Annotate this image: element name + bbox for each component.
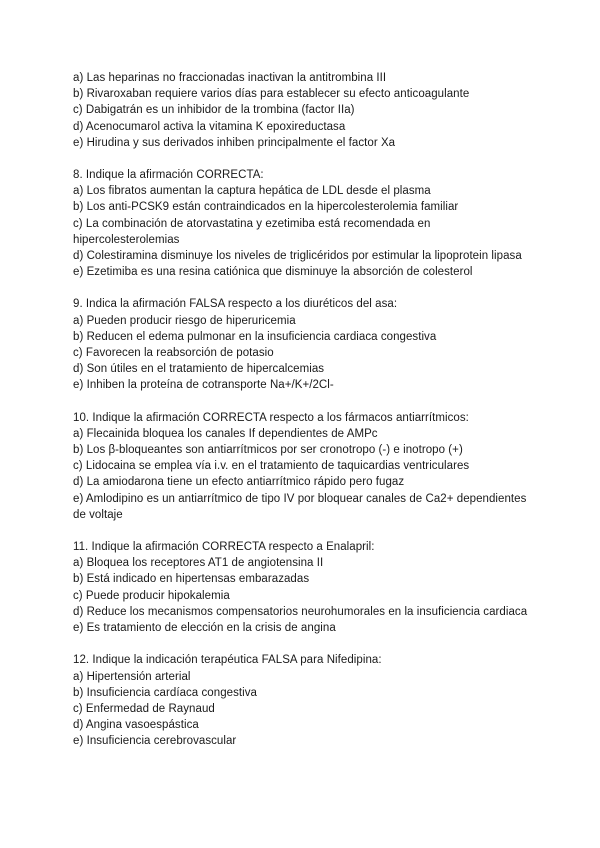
option-c: c) Enfermedad de Raynaud bbox=[73, 702, 215, 715]
option-e: e) Ezetimiba es una resina catiónica que disminuye la absorción de colesterol bbox=[73, 266, 473, 279]
option-c: c) Lidocaina se emplea vía i.v. en el tratamiento de taquicardias ventriculares bbox=[73, 460, 470, 473]
question-10 bbox=[73, 410, 533, 523]
option-a: a) Las heparinas no fraccionadas inactivan la antitrombina III bbox=[73, 72, 387, 84]
question-7-continued bbox=[73, 70, 533, 151]
option-b: b) Reducen el edema pulmonar en la insuficiencia cardiaca congestiva bbox=[73, 330, 437, 343]
option-a: a) Los fibratos aumentan la captura hepática de LDL desde el plasma bbox=[73, 185, 431, 198]
option-d: d) Reduce los mecanismos compensatorios neurohumorales en la insuficiencia cardiaca bbox=[73, 605, 528, 618]
option-d: d) Colestiramina disminuye los niveles de triglicéridos por estimular la lipoprotein lipasa bbox=[73, 250, 522, 263]
option-a: a) Hipertensión arterial bbox=[73, 670, 191, 683]
option-d: d) Son útiles en el tratamiento de hipercalcemias bbox=[73, 363, 325, 376]
option-e: e) Es tratamiento de elección en la crisis de angina bbox=[73, 622, 336, 635]
option-a: a) Flecainida bloquea los canales If dependientes de AMPc bbox=[73, 427, 378, 440]
option-c: c) La combinación de atorvastatina y ezetimiba está recomendada en hipercolesterolemias bbox=[73, 217, 434, 246]
document-page bbox=[73, 70, 533, 766]
option-b: b) Insuficiencia cardíaca congestiva bbox=[73, 686, 257, 699]
question-9 bbox=[73, 296, 533, 393]
option-c: c) Dabigatrán es un inhibidor de la trombina (factor IIa) bbox=[73, 104, 355, 117]
option-a: a) Bloquea los receptores AT1 de angiotensina II bbox=[73, 557, 324, 570]
question-stem: 11. Indique la afirmación CORRECTA respecto a Enalapril: bbox=[73, 541, 375, 554]
option-c: c) Favorecen la reabsorción de potasio bbox=[73, 347, 274, 360]
option-b: b) Está indicado en hipertensas embarazadas bbox=[73, 573, 310, 586]
question-stem: 12. Indique la indicación terapéutica FALSA para Nifedipina: bbox=[73, 654, 382, 667]
option-a: a) Pueden producir riesgo de hiperuricemia bbox=[73, 314, 296, 327]
question-11 bbox=[73, 539, 533, 636]
option-b: b) Los β-bloqueantes son antiarrítmicos por ser cronotropo (-) e inotropo (+) bbox=[73, 444, 463, 457]
option-d: d) La amiodarona tiene un efecto antiarrítmico rápido pero fugaz bbox=[73, 476, 405, 489]
option-b: b) Rivaroxaban requiere varios días para establecer su efecto anticoagulante bbox=[73, 88, 470, 101]
option-e: e) Inhiben la proteína de cotransporte Na+/K+/2Cl- bbox=[73, 379, 334, 392]
question-stem: 10. Indique la afirmación CORRECTA respecto a los fármacos antiarrítmicos: bbox=[73, 411, 469, 424]
question-8 bbox=[73, 167, 533, 280]
option-d: d) Acenocumarol activa la vitamina K epoxireductasa bbox=[73, 120, 346, 133]
question-12 bbox=[73, 652, 533, 749]
option-e: e) Hirudina y sus derivados inhiben principalmente el factor Xa bbox=[73, 136, 396, 149]
option-e: e) Insuficiencia cerebrovascular bbox=[73, 735, 237, 748]
question-stem: 8. Indique la afirmación CORRECTA: bbox=[73, 169, 264, 182]
option-b: b) Los anti-PCSK9 están contraindicados en la hipercolesterolemia familiar bbox=[73, 201, 459, 214]
option-e: e) Amlodipino es un antiarrítmico de tipo IV por bloquear canales de Ca2+ dependientes de voltaje bbox=[73, 492, 530, 521]
option-d: d) Angina vasoespástica bbox=[73, 719, 199, 732]
question-stem: 9. Indica la afirmación FALSA respecto a los diuréticos del asa: bbox=[73, 298, 398, 311]
option-c: c) Puede producir hipokalemia bbox=[73, 589, 230, 602]
